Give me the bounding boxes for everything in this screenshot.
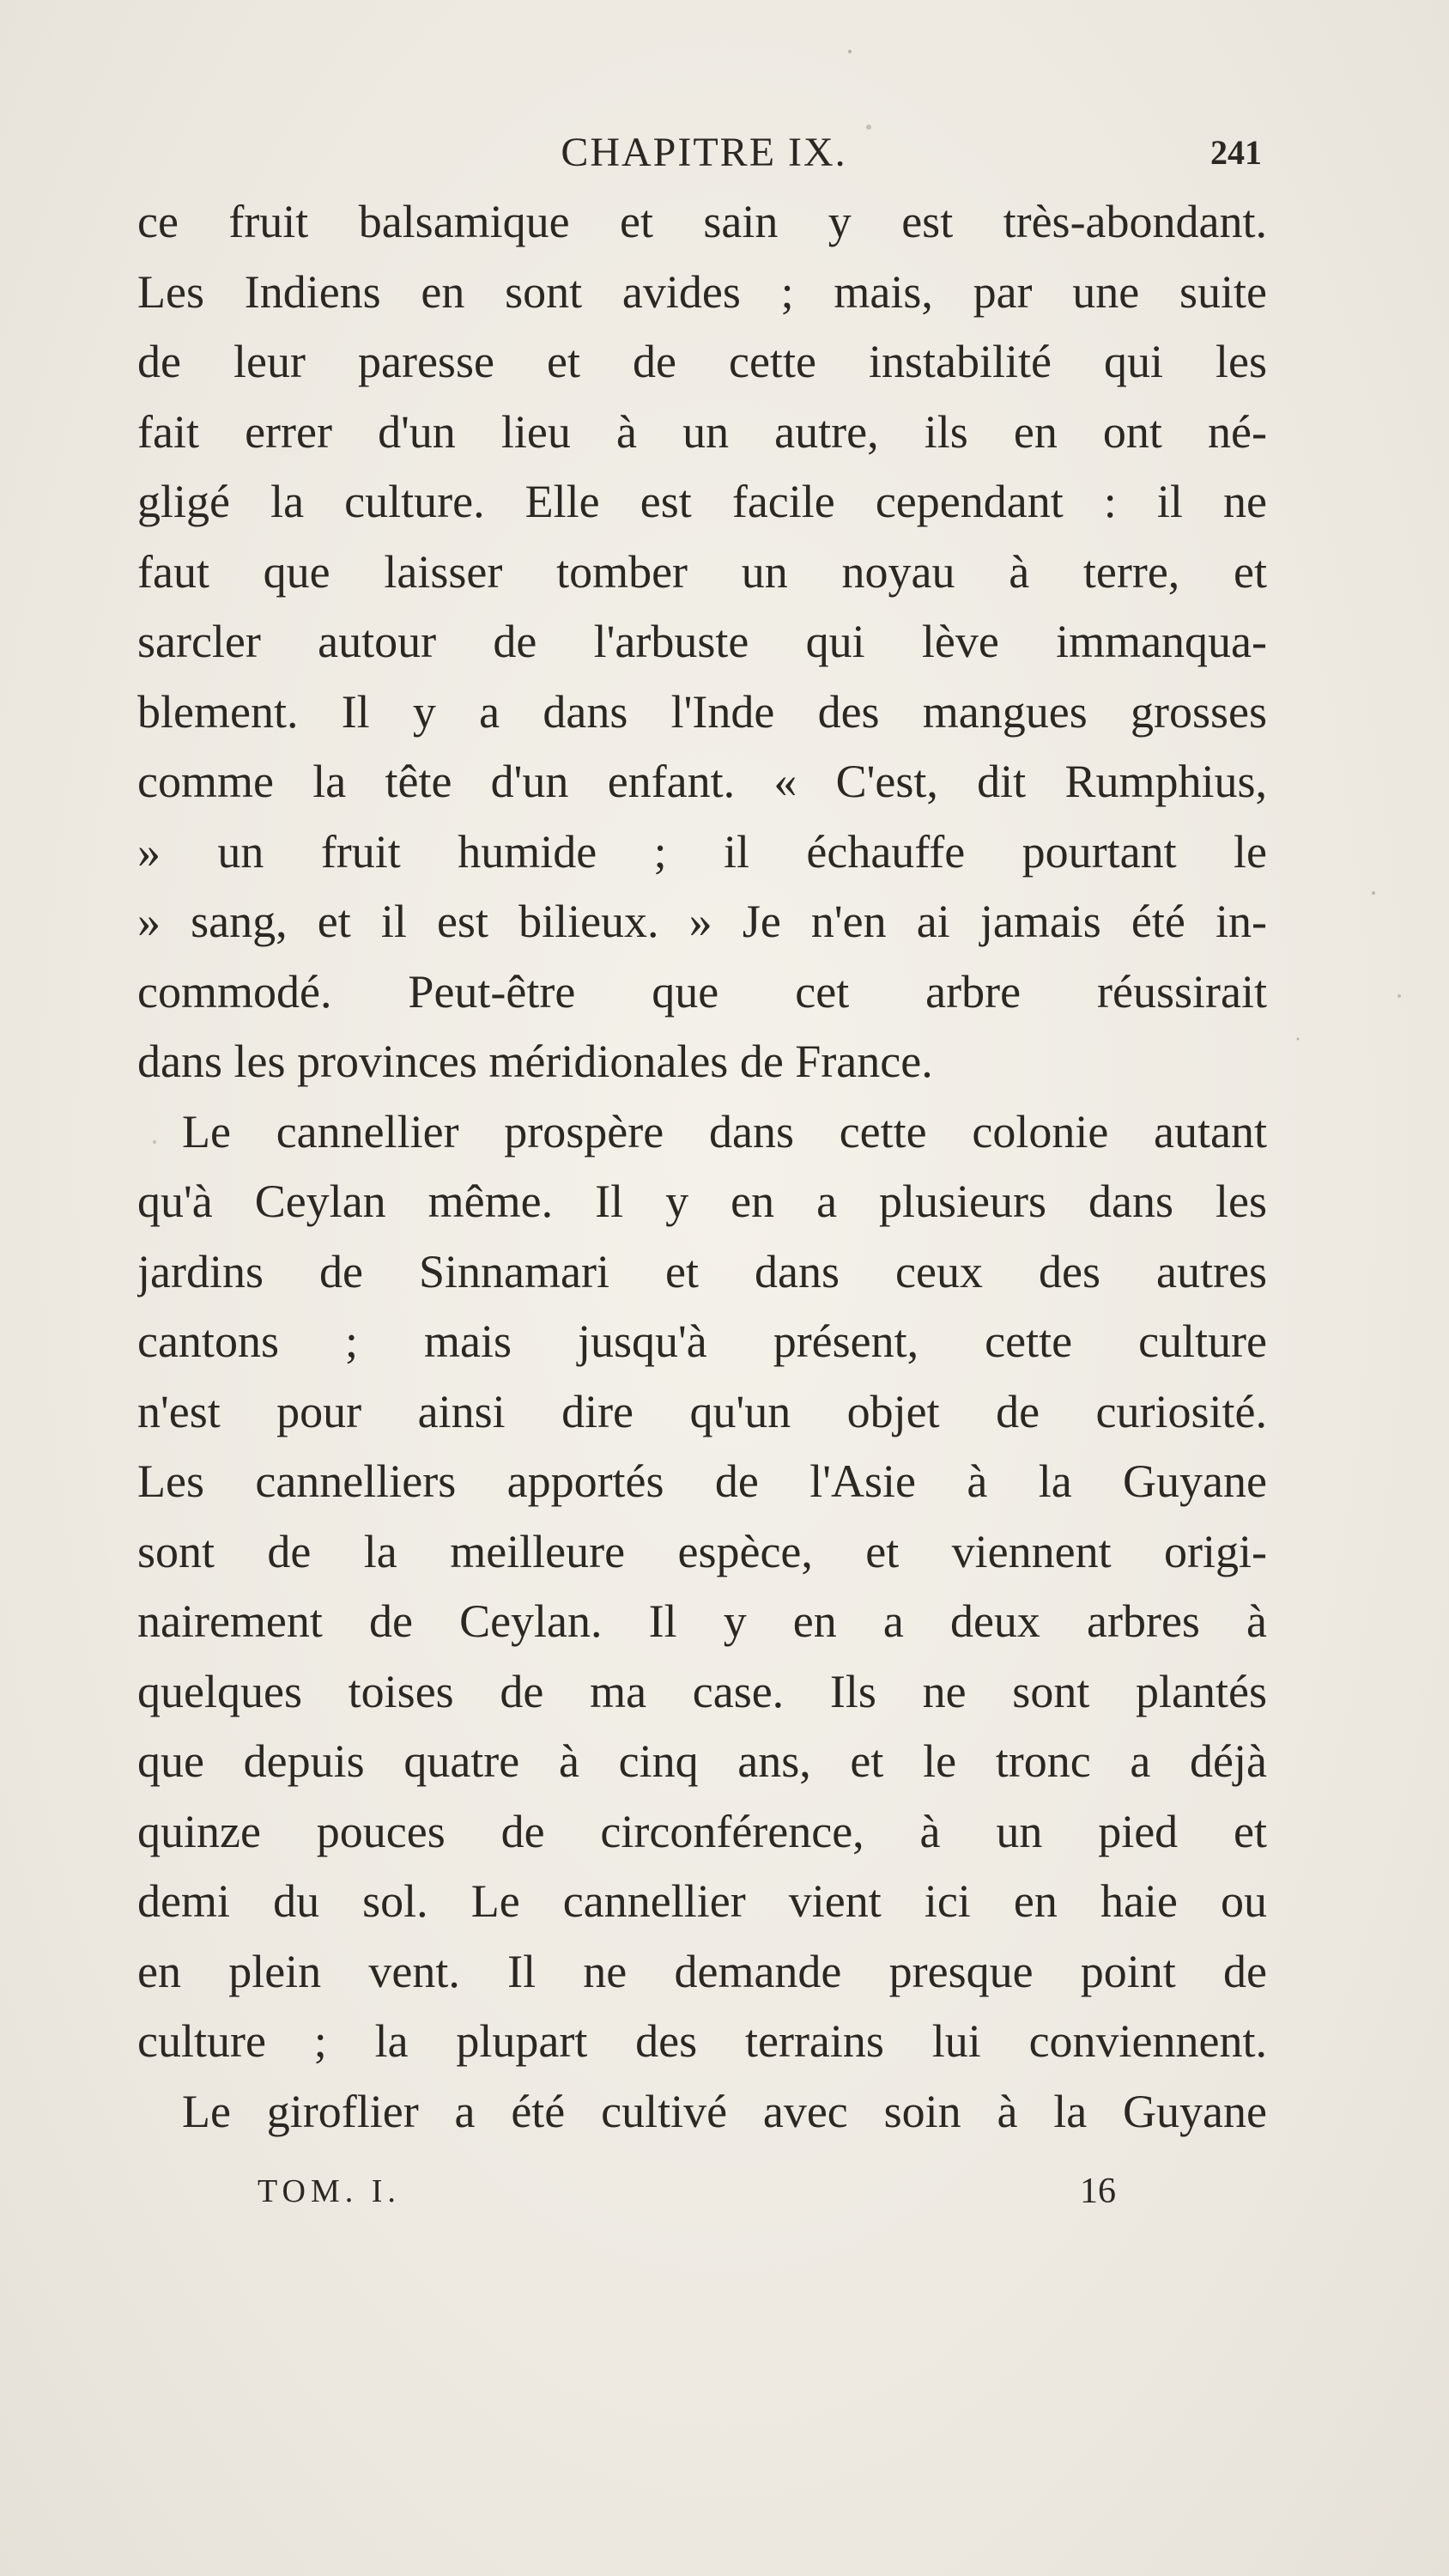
text-line: nairement de Ceylan. Il y en a deux arbres à bbox=[137, 1595, 1267, 1647]
text-line: faut que laisser tomber un noyau à terre, et bbox=[137, 545, 1267, 598]
chapter-title: CHAPITRE IX. bbox=[561, 130, 847, 175]
text-line: qu'à Ceylan même. Il y en a plusieurs dans les bbox=[137, 1176, 1267, 1227]
running-header bbox=[146, 127, 1262, 179]
text-line: n'est pour ainsi dire qu'un objet de curiosité. bbox=[137, 1385, 1267, 1437]
signature-mark: 16 bbox=[1080, 2172, 1116, 2211]
text-line: Les Indiens en sont avides ; mais, par une suite bbox=[137, 265, 1267, 318]
text-line: quelques toises de ma case. Ils ne sont plantés bbox=[137, 1665, 1267, 1717]
text-line: » sang, et il est bilieux. » Je n'en ai jamais été in- bbox=[137, 896, 1267, 947]
text-line: blement. Il y a dans l'Inde des mangues grosses bbox=[137, 685, 1267, 738]
text-line: jardins de Sinnamari et dans ceux des autres bbox=[137, 1245, 1267, 1297]
text-line: quinze pouces de circonférence, à un pied et bbox=[137, 1805, 1267, 1857]
text-line: fait errer d'un lieu à un autre, ils en ont né- bbox=[137, 405, 1267, 458]
page-footer bbox=[258, 2166, 1116, 2217]
text-line: cantons ; mais jusqu'à présent, cette culture bbox=[137, 1315, 1267, 1367]
text-line: culture ; la plupart des terrains lui conviennent. bbox=[137, 2015, 1267, 2067]
text-line: en plein vent. Il ne demande presque point de bbox=[137, 1945, 1267, 1997]
text-line: de leur paresse et de cette instabilité qui les bbox=[137, 336, 1267, 387]
text-line: » un fruit humide ; il échauffe pourtant le bbox=[137, 825, 1267, 878]
paragraph-start-line: Le cannellier prospère dans cette colonie autant bbox=[182, 1105, 1267, 1157]
text-line: sarcler autour de l'arbuste qui lève immanqua- bbox=[137, 616, 1267, 667]
paragraph-start-line: Le giroflier a été cultivé avec soin à la Guyane bbox=[182, 2085, 1267, 2137]
text-line: gligé la culture. Elle est facile cependant : il ne bbox=[137, 476, 1267, 527]
text-line: que depuis quatre à cinq ans, et le tronc a déjà bbox=[137, 1735, 1267, 1787]
text-line: ce fruit balsamique et sain y est très-abondant. bbox=[137, 196, 1267, 247]
page-number: 241 bbox=[1210, 133, 1262, 172]
volume-mark: TOM. I. bbox=[258, 2173, 401, 2209]
text-line: comme la tête d'un enfant. « C'est, dit Rumphius, bbox=[137, 756, 1267, 807]
text-line: Les cannelliers apportés de l'Asie à la Guyane bbox=[137, 1455, 1267, 1507]
body-text bbox=[137, 187, 1267, 2147]
text-line: sont de la meilleure espèce, et viennent origi- bbox=[137, 1525, 1267, 1577]
text-line: dans les provinces méridionales de France. bbox=[137, 1036, 933, 1087]
text-line: demi du sol. Le cannellier vient ici en haie ou bbox=[137, 1875, 1267, 1927]
text-line: commodé. Peut-être que cet arbre réussirait bbox=[137, 965, 1267, 1018]
